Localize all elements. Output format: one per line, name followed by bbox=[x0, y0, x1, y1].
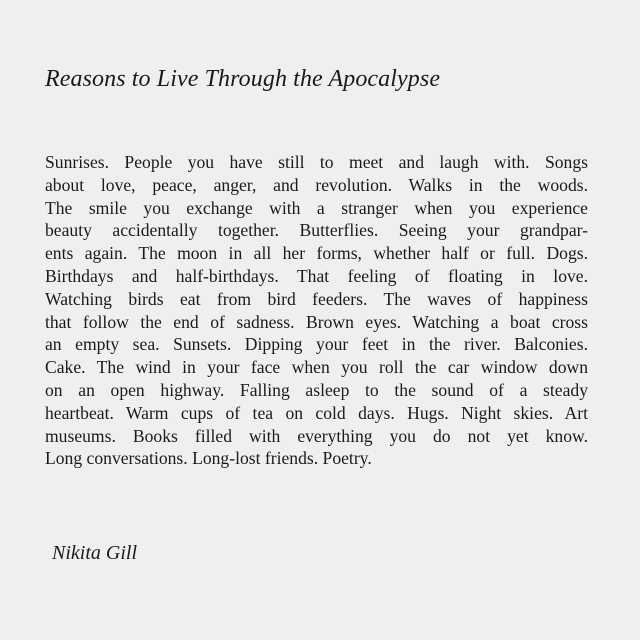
poem-line: about love, peace, anger, and revolution. Walks in the woods. bbox=[45, 174, 588, 195]
poem-title: Reasons to Live Through the Apocalypse bbox=[45, 66, 441, 92]
poem-line: Sunrises. People you have still to meet and laugh with. Songs bbox=[45, 152, 588, 172]
poem-line: an empty sea. Sunsets. Dipping your feet in the river. Balconies. bbox=[45, 334, 588, 355]
poem-line: Birthdays and half-birthdays. That feeling of floating in love. bbox=[45, 265, 588, 286]
poem-line: museums. Books filled with everything you do not yet know. bbox=[45, 425, 588, 446]
poem-line: Watching birds eat from bird feeders. The waves of happiness bbox=[45, 288, 588, 309]
poem-line: Cake. The wind in your face when you roll the car window down bbox=[45, 357, 588, 378]
poem-line: ents again. The moon in all her forms, whether half or full. Dogs. bbox=[45, 243, 588, 264]
poem-body bbox=[45, 151, 588, 470]
poem-line: on an open highway. Falling asleep to the sound of a steady bbox=[45, 379, 588, 400]
poem-line: heartbeat. Warm cups of tea on cold days. Hugs. Night skies. Art bbox=[45, 402, 588, 423]
poem-line: beauty accidentally together. Butterflies. Seeing your grandpar- bbox=[45, 220, 588, 241]
poem-author: Nikita Gill bbox=[52, 542, 137, 564]
poem-line: that follow the end of sadness. Brown eyes. Watching a boat cross bbox=[45, 311, 588, 332]
poem-line: The smile you exchange with a stranger when you experience bbox=[45, 197, 588, 218]
poem-line: Long conversations. Long-lost friends. Poetry. bbox=[45, 448, 372, 469]
